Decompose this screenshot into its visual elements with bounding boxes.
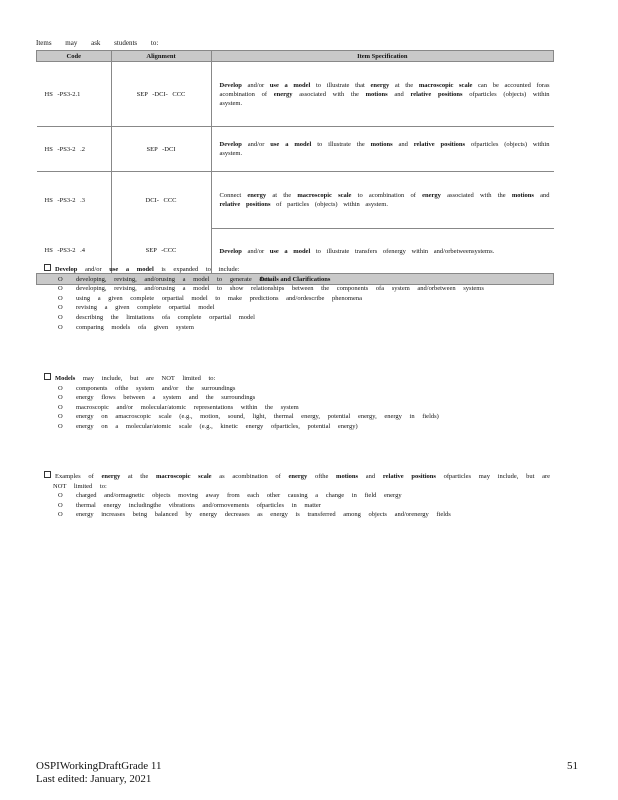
section-list <box>44 384 550 432</box>
list-item <box>44 510 550 520</box>
row-alignment: SEP -CCC <box>111 229 211 274</box>
list-item-text: energy flows between a system and the surroundings <box>76 394 256 402</box>
list-item-text: thermal energy includingthe vibrations and/ormovements ofparticles in matter <box>76 501 321 509</box>
section-heading <box>44 373 550 384</box>
row-spec: Develop and/or use a model to illustrate the motions and relative positions ofparticles (objects) within asystem. <box>211 127 554 172</box>
footer-draft-label: OSPIWorkingDraftGrade 11 <box>36 760 162 772</box>
section-heading <box>44 264 550 275</box>
row-code: HS -PS3-2.1 <box>37 62 112 127</box>
list-item-text: energy on amacroscopic scale (e.g., motion, sound, light, thermal energy, potential energy, energy in fields) <box>76 413 439 421</box>
circle-bullet-icon: O <box>58 294 63 302</box>
table-row <box>37 127 554 172</box>
list-item <box>44 412 550 422</box>
row-spec: Connect energy at the macroscopic scale to acombination of energy associated with the motions and relative positions of particles (objects) within asystem. <box>211 172 554 229</box>
details-header: Details and Clarifications <box>37 274 554 285</box>
circle-bullet-icon: O <box>58 285 63 293</box>
examples-section <box>44 471 550 520</box>
circle-bullet-icon: O <box>58 304 63 312</box>
row-spec: Develop and/or use a model to illustrate that energy at the macroscopic scale can be accounted foras acombination of energy associated with the motions and relative positions ofparticles (objects) within asystem. <box>211 62 554 127</box>
header-alignment: Alignment <box>111 51 211 62</box>
checkbox-bullet-icon <box>44 373 51 380</box>
checkbox-bullet-icon <box>44 264 51 271</box>
list-item <box>44 275 550 285</box>
models-section <box>44 373 550 432</box>
list-item-text: components ofthe system and/or the surroundings <box>76 384 236 392</box>
circle-bullet-icon: O <box>58 394 63 402</box>
list-item <box>44 403 550 413</box>
develop-section <box>44 264 550 332</box>
section-list <box>44 491 550 520</box>
list-item-text: energy on a molecular/atomic scale (e.g., kinetic energy ofparticles, potential energy) <box>76 422 358 430</box>
row-alignment: SEP -DCI <box>111 127 211 172</box>
table-row <box>37 62 554 127</box>
page-number: 51 <box>567 760 578 772</box>
circle-bullet-icon: O <box>58 413 63 421</box>
section-heading-text: Develop and/or use a model is expanded to include: <box>55 266 240 273</box>
row-code: HS -PS3-2 .3 <box>44 196 85 204</box>
list-item-text: comparing models ofa given system <box>76 323 194 331</box>
row-code: HS -PS3-2 .2 <box>37 127 112 172</box>
list-item <box>44 393 550 403</box>
list-item-text: energy increases being balanced by energy decreases as energy is transferred among objects and/orenergy fields <box>76 511 451 519</box>
list-item <box>44 501 550 511</box>
list-item <box>44 422 550 432</box>
section-heading-text: Models may include, but are NOT limited to: <box>55 375 216 382</box>
footer-last-edited: Last edited: January, 2021 <box>36 773 152 785</box>
list-item <box>44 384 550 394</box>
row-alignment: DCI- CCC <box>111 172 211 229</box>
section-heading <box>44 471 550 491</box>
list-item-text: revising a given complete orpartial model <box>76 304 215 312</box>
header-item-spec: Item Specification <box>211 51 554 62</box>
row-code: HS -PS3-2 .4 <box>37 229 112 274</box>
intro-text: Items may ask students to: <box>36 39 159 47</box>
row-alignment: SEP -DCI- CCC <box>111 62 211 127</box>
item-spec-table <box>36 50 554 285</box>
circle-bullet-icon: O <box>58 323 63 331</box>
list-item-text: macroscopic and/or molecular/atomic representations within the system <box>76 403 299 411</box>
checkbox-bullet-icon <box>44 471 51 478</box>
row-spec: Develop and/or use a model to illustrate transfers ofenergy within and/orbetweensystems. <box>211 229 554 274</box>
footer <box>36 760 162 786</box>
list-item <box>44 313 550 323</box>
header-code: Code <box>37 51 112 62</box>
list-item-text: developing, revising, and/orusing a model to generate data <box>76 275 271 283</box>
list-item <box>44 294 550 304</box>
list-item-text: using a given complete orpartial model to make predictions and/ordescribe phenomena <box>76 294 362 302</box>
list-item <box>44 303 550 313</box>
circle-bullet-icon: O <box>58 313 63 321</box>
circle-bullet-icon: O <box>58 422 63 430</box>
list-item-text: developing, revising, and/orusing a model to show relationships between the components ofa system and/orbetween systems <box>76 285 484 293</box>
list-item <box>44 284 550 294</box>
circle-bullet-icon: O <box>58 403 63 411</box>
circle-bullet-icon: O <box>58 384 63 392</box>
list-item <box>44 491 550 501</box>
section-list <box>44 275 550 333</box>
circle-bullet-icon: O <box>58 492 63 500</box>
circle-bullet-icon: O <box>58 511 63 519</box>
list-item <box>44 323 550 333</box>
section-heading-text: Examples of energy at the macroscopic scale as acombination of energy ofthe motions and relative positions ofparticles may include, but are NOT limited to: <box>53 473 551 490</box>
circle-bullet-icon: O <box>58 275 63 283</box>
table-header-row <box>37 51 554 62</box>
circle-bullet-icon: O <box>58 501 63 509</box>
table-row <box>37 172 554 229</box>
list-item-text: charged and/ormagnetic objects moving away from each other causing a change in field energy <box>76 492 402 500</box>
list-item-text: describing the limitations ofa complete orpartial model <box>76 313 255 321</box>
